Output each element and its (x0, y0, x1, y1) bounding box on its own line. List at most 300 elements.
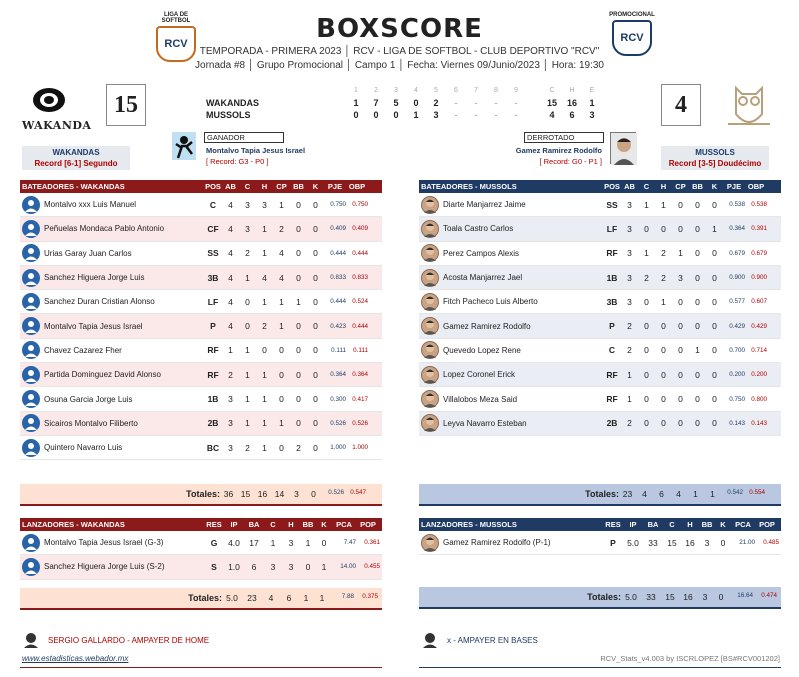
total-k: 0 (718, 592, 724, 603)
stat-k: 0 (712, 321, 717, 332)
stat-bb: 0 (695, 248, 700, 259)
stat-c: 1 (245, 394, 250, 405)
stat-obp: 1.000 (352, 444, 368, 452)
table-row (20, 193, 382, 217)
inning-score: 0 (353, 110, 359, 120)
player-name: Urias Garay Juan Carlos (44, 248, 132, 258)
inning-score: 0 (413, 98, 419, 108)
stat-ab: 3 (228, 442, 233, 453)
stat-c: 0 (644, 369, 649, 380)
stat-bb: 0 (695, 321, 700, 332)
stat-ip: 4.0 (228, 537, 240, 548)
stat-pos: C (209, 199, 217, 210)
player-name: Perez Campos Alexis (443, 248, 520, 258)
footer-line-left (20, 667, 382, 668)
stat-obp: 0.429 (751, 322, 767, 330)
home-batting-totals (20, 484, 382, 506)
stat-c: 0 (644, 345, 649, 356)
stat-c: 0 (644, 418, 649, 429)
stat-pos: 2B (606, 418, 618, 429)
total-h: 6 (659, 488, 664, 499)
player-avatar-icon (22, 558, 40, 576)
inning-score: - (454, 110, 458, 120)
inning-score: 2 (433, 98, 439, 108)
total-cp: 4 (676, 488, 681, 499)
player-name: Gamez Ramirez Rodolfo (443, 321, 531, 331)
stat-c: 1 (644, 248, 649, 259)
stat-pos: P (210, 321, 216, 332)
stat-ip: 5.0 (627, 537, 639, 548)
stat-ba: 17 (249, 537, 259, 548)
stat-ba: 6 (251, 561, 257, 572)
stat-cp: 0 (678, 223, 683, 234)
stat-obp: 0.750 (352, 201, 368, 209)
inning-number: 2 (374, 87, 378, 94)
stat-obp: 0.391 (751, 225, 767, 233)
stat-c: 1 (245, 345, 250, 356)
player-photo-icon (421, 220, 439, 238)
pitcher-silhouette-icon (172, 132, 196, 160)
stat-cp: 0 (678, 369, 683, 380)
stat-cp: 0 (678, 321, 683, 332)
column-header: BB (293, 182, 304, 191)
player-name: Sicairos Montalvo Filiberto (44, 418, 138, 428)
stat-cp: 1 (279, 418, 284, 429)
player-name: Osuna Garcia Jorge Luis (44, 394, 133, 404)
total-pca: 16.64 (737, 592, 753, 600)
stat-h: 1 (661, 199, 666, 210)
stat-pos: BC (206, 442, 220, 453)
table-row (20, 339, 382, 363)
stat-obp: 0.111 (353, 346, 368, 354)
total-pje: 0.542 (727, 488, 743, 496)
stat-cp: 1 (678, 248, 683, 259)
total-pop: 0.375 (362, 592, 378, 600)
stat-bb: 0 (296, 369, 301, 380)
stat-cp: 2 (279, 223, 284, 234)
stat-pje: 0.111 (331, 346, 346, 354)
inning-score: 0 (373, 110, 379, 120)
stat-k: 0 (712, 199, 717, 210)
stat-pje: 0.429 (729, 322, 745, 330)
player-photo-icon (421, 414, 439, 432)
stat-pje: 0.364 (330, 371, 346, 379)
rhe-header: H (569, 87, 575, 94)
stat-pos: P (609, 321, 615, 332)
column-header: CP (276, 182, 287, 191)
stat-pca: 21.00 (739, 539, 755, 547)
stat-c: 0 (644, 223, 649, 234)
table-row (20, 387, 382, 411)
stat-pje: 0.750 (330, 201, 346, 209)
player-name: Gamez Ramirez Rodolfo (P-1) (443, 538, 551, 548)
totals-label: Totales: (188, 592, 222, 603)
stat-k: 0 (712, 248, 717, 259)
stat-c: 3 (270, 561, 276, 572)
stat-cp: 0 (678, 394, 683, 405)
player-avatar-icon (22, 269, 40, 287)
stat-k: 0 (313, 418, 318, 429)
player-photo-icon (421, 534, 439, 552)
stat-k: 1 (321, 561, 327, 572)
winner-label: GANADOR (204, 132, 284, 143)
stat-obp: 0.417 (352, 395, 368, 403)
rhe-value: 1 (589, 98, 595, 108)
column-header: K (312, 182, 319, 191)
stat-h: 4 (262, 272, 267, 283)
stat-pje: 0.526 (330, 419, 346, 427)
stat-c: 2 (644, 272, 649, 283)
home-batting-header (20, 180, 382, 193)
stat-ab: 4 (228, 199, 233, 210)
stat-obp: 0.800 (751, 395, 767, 403)
total-obp: 0.554 (749, 488, 765, 496)
stat-pca: 14.00 (340, 563, 356, 571)
stat-h: 2 (661, 272, 666, 283)
column-header: H (261, 182, 268, 191)
stat-h: 0 (661, 418, 666, 429)
stat-h: 1 (262, 248, 267, 259)
inning-number: 6 (454, 87, 458, 94)
stat-c: 0 (644, 321, 649, 332)
table-row (419, 339, 781, 363)
away-pitching-title: LANZADORES - MUSSOLS (421, 520, 517, 529)
column-header: IP (629, 520, 637, 529)
stat-pje: 0.577 (729, 298, 745, 306)
inning-score: - (494, 110, 498, 120)
stat-ab: 1 (627, 394, 632, 405)
stat-ab: 1 (228, 345, 233, 356)
stat-h: 0 (661, 369, 666, 380)
inning-score: 1 (413, 110, 419, 120)
stat-cp: 0 (678, 418, 683, 429)
column-header: H (288, 520, 294, 529)
home-team-card (22, 146, 130, 170)
inning-score: - (454, 98, 458, 108)
stat-pos: LF (606, 223, 618, 234)
stat-bb: 0 (296, 248, 301, 259)
total-ab: 36 (223, 489, 234, 500)
inning-number: 8 (494, 87, 498, 94)
stat-ab: 2 (627, 418, 632, 429)
stat-cp: 0 (279, 442, 284, 453)
column-header: CP (675, 182, 686, 191)
stat-c: 3 (245, 223, 250, 234)
rhe-value: 15 (546, 98, 557, 108)
column-header: C (669, 520, 675, 529)
stat-bb: 1 (695, 345, 700, 356)
away-pitching-header (419, 518, 781, 531)
stat-obp: 0.200 (751, 371, 767, 379)
table-row (419, 412, 781, 436)
stat-obp: 0.364 (352, 371, 368, 379)
table-row (419, 290, 781, 314)
player-avatar-icon (22, 390, 40, 408)
stat-k: 0 (313, 199, 318, 210)
inning-score: 3 (433, 110, 439, 120)
stat-k: 0 (313, 321, 318, 332)
stat-bb: 0 (695, 418, 700, 429)
stat-pos: SS (207, 248, 219, 259)
rhe-value: 6 (569, 110, 575, 120)
stat-h: 2 (661, 248, 666, 259)
rhe-value: 3 (589, 110, 595, 120)
total-obp: 0.547 (350, 489, 366, 497)
panther-icon (31, 86, 67, 114)
inning-number: 3 (394, 87, 398, 94)
table-row (20, 363, 382, 387)
stat-ip: 1.0 (228, 561, 240, 572)
column-header: BB (302, 520, 314, 529)
stat-cp: 0 (279, 345, 284, 356)
table-row (20, 242, 382, 266)
inning-score: 1 (353, 98, 359, 108)
loser-photo (610, 132, 636, 164)
league-logo-text: RCV (164, 38, 188, 50)
stat-ab: 3 (627, 272, 632, 283)
player-photo-icon (421, 341, 439, 359)
stat-bb: 0 (695, 199, 700, 210)
column-header: K (720, 520, 726, 529)
column-header: C (244, 182, 251, 191)
stat-h: 0 (661, 223, 666, 234)
stat-cp: 4 (279, 272, 284, 283)
column-header: BB (692, 182, 703, 191)
column-header: POS (604, 182, 620, 191)
loser-label: DERROTADO (524, 132, 604, 143)
table-row (419, 193, 781, 217)
stat-ab: 4 (228, 248, 233, 259)
total-h: 16 (683, 592, 693, 603)
player-name: Sanchez Higuera Jorge Luis (44, 273, 145, 283)
stat-pje: 0.444 (330, 249, 346, 257)
total-c: 4 (642, 488, 647, 499)
column-header: C (270, 520, 276, 529)
stat-obp: 0.444 (352, 322, 368, 330)
stat-bb: 0 (305, 561, 311, 572)
stat-pje: 0.538 (729, 201, 745, 209)
player-photo-icon (421, 269, 439, 287)
stat-c: 0 (644, 296, 649, 307)
stat-h: 0 (661, 345, 666, 356)
column-header: PJE (726, 182, 742, 191)
stat-ab: 4 (228, 321, 233, 332)
stat-pje: 0.444 (330, 298, 346, 306)
home-pitching-title: LANZADORES - WAKANDAS (22, 520, 125, 529)
player-photo-icon (421, 390, 439, 408)
away-team-record: Record [3-5] Doudécimo (668, 159, 762, 168)
column-header: H (660, 182, 667, 191)
total-k: 1 (319, 592, 325, 603)
stat-h: 3 (262, 199, 267, 210)
base-umpire (421, 632, 538, 648)
stat-pos: 2B (207, 418, 219, 429)
player-name: Montalvo Tapia Jesus Israel (44, 321, 143, 331)
stat-ab: 4 (228, 296, 233, 307)
stat-k: 0 (313, 296, 318, 307)
stat-c: 1 (245, 418, 250, 429)
player-photo-icon (421, 244, 439, 262)
stat-bb: 0 (296, 272, 301, 283)
stat-h: 1 (262, 369, 267, 380)
stat-h: 1 (262, 296, 267, 307)
stat-pos: RF (207, 345, 219, 356)
player-name: Lopez Coronel Erick (443, 370, 516, 380)
footer-line-right (419, 667, 781, 668)
player-name: Sanchez Higuera Jorge Luis (S-2) (44, 562, 165, 572)
stat-ab: 3 (627, 296, 632, 307)
stat-h: 1 (262, 442, 267, 453)
total-k: 0 (311, 489, 316, 500)
stat-bb: 1 (305, 537, 311, 548)
stat-bb: 0 (296, 199, 301, 210)
table-row (20, 436, 382, 460)
stat-h: 1 (262, 418, 267, 429)
promo-logo-text: RCV (620, 32, 644, 44)
player-avatar-icon (22, 317, 40, 335)
website-link[interactable]: www.estadisticas.webador.mx (22, 654, 129, 663)
stat-c: 1 (245, 369, 250, 380)
inning-number: 7 (474, 87, 478, 94)
player-avatar-icon (22, 341, 40, 359)
stat-pje: 0.833 (330, 274, 346, 282)
player-name: Leyva Navarro Esteban (443, 418, 527, 428)
stat-obp: 0.538 (751, 201, 767, 209)
stat-cp: 1 (279, 199, 284, 210)
stat-c: 2 (245, 442, 250, 453)
stat-res: P (610, 537, 616, 548)
player-name: Toala Castro Carlos (443, 224, 514, 234)
table-row (419, 242, 781, 266)
linescore (206, 87, 606, 121)
stat-obp: 0.143 (751, 419, 767, 427)
away-team-name: MUSSOLS (695, 148, 735, 157)
column-header: AB (225, 182, 236, 191)
stat-c: 2 (245, 248, 250, 259)
stat-pop: 0.361 (364, 539, 380, 547)
stat-h: 3 (288, 537, 294, 548)
stat-c: 3 (245, 199, 250, 210)
player-name: Sanchez Duran Cristian Alonso (44, 297, 155, 307)
stat-k: 0 (712, 345, 717, 356)
away-team-card (661, 146, 769, 170)
table-row (419, 217, 781, 241)
stat-pje: 0.900 (729, 274, 745, 282)
stat-pje: 0.364 (729, 225, 745, 233)
total-pop: 0.474 (761, 592, 777, 600)
stat-ab: 3 (627, 223, 632, 234)
table-row (20, 555, 382, 579)
home-team-name: WAKANDAS (52, 148, 100, 157)
home-team-record: Record [6-1] Segundo (34, 159, 118, 168)
stat-c: 15 (667, 537, 677, 548)
stat-pje: 0.143 (729, 419, 745, 427)
stat-cp: 1 (279, 296, 284, 307)
stat-ab: 3 (627, 199, 632, 210)
stat-bb: 0 (296, 321, 301, 332)
away-score: 4 (661, 84, 701, 126)
stat-pos: LF (207, 296, 219, 307)
owl-icon (722, 84, 776, 132)
stat-pca: 7.47 (343, 539, 356, 547)
stat-k: 1 (712, 223, 717, 234)
total-c: 4 (268, 592, 274, 603)
total-k: 1 (710, 488, 715, 499)
inning-score: 0 (393, 110, 399, 120)
table-row (20, 314, 382, 338)
away-pitching-table (419, 518, 781, 609)
player-name: Villalobos Meza Said (443, 394, 518, 404)
stat-cp: 0 (678, 296, 683, 307)
stat-bb: 0 (296, 345, 301, 356)
column-header: K (321, 520, 327, 529)
stat-bb: 3 (704, 537, 710, 548)
inning-score: 7 (373, 98, 379, 108)
stat-ab: 3 (228, 394, 233, 405)
stat-pos: RF (606, 369, 618, 380)
player-name: Peñuelas Mondaca Pablo Antonio (44, 224, 165, 234)
stat-ab: 2 (627, 321, 632, 332)
stat-k: 0 (712, 296, 717, 307)
inning-score: 5 (393, 98, 399, 108)
home-batting-title: BATEADORES - WAKANDAS (22, 182, 125, 191)
stat-obp: 0.833 (352, 274, 368, 282)
table-row (419, 387, 781, 411)
stat-bb: 0 (695, 223, 700, 234)
table-row (20, 266, 382, 290)
promo-logo-label: PROMOCIONAL (609, 12, 655, 18)
stat-pje: 0.679 (729, 249, 745, 257)
stat-ab: 3 (627, 248, 632, 259)
inning-number: 4 (414, 87, 418, 94)
stat-pje: 0.700 (729, 346, 745, 354)
stat-obp: 0.444 (352, 249, 368, 257)
column-header: PJE (327, 182, 343, 191)
column-header: OBP (348, 182, 366, 191)
stat-bb: 0 (695, 369, 700, 380)
player-photo-icon (421, 317, 439, 335)
stat-pop: 0.485 (763, 539, 779, 547)
stat-k: 0 (321, 537, 327, 548)
stat-pos: SS (606, 199, 618, 210)
stat-k: 0 (313, 345, 318, 356)
column-header: BB (701, 520, 713, 529)
inning-score: - (494, 98, 498, 108)
total-h: 16 (257, 489, 268, 500)
stat-c: 0 (245, 296, 250, 307)
column-header: POS (205, 182, 221, 191)
game-info-line: Jornada #8 │ Grupo Promocional │ Campo 1 │ Fecha: Viernes 09/Junio/2023 │ Hora: 19:30 (195, 60, 604, 71)
total-pje: 0.526 (328, 489, 344, 497)
loser-record: [ Record: G0 - P1 ] (539, 157, 602, 166)
column-header: PCA (336, 520, 352, 529)
total-cp: 14 (274, 489, 285, 500)
stat-pje: 0.409 (330, 225, 346, 233)
stat-k: 0 (313, 223, 318, 234)
rhe-header: C (549, 87, 555, 94)
column-header: IP (230, 520, 238, 529)
table-row (20, 217, 382, 241)
stat-pos: 1B (606, 272, 618, 283)
stat-bb: 0 (695, 296, 700, 307)
stat-ab: 2 (228, 369, 233, 380)
stat-cp: 3 (678, 272, 683, 283)
stat-c: 1 (644, 199, 649, 210)
page-title: BOXSCORE (316, 14, 483, 44)
stat-h: 1 (661, 296, 666, 307)
home-batting-table (20, 180, 382, 506)
stat-pje: 0.300 (330, 395, 346, 403)
